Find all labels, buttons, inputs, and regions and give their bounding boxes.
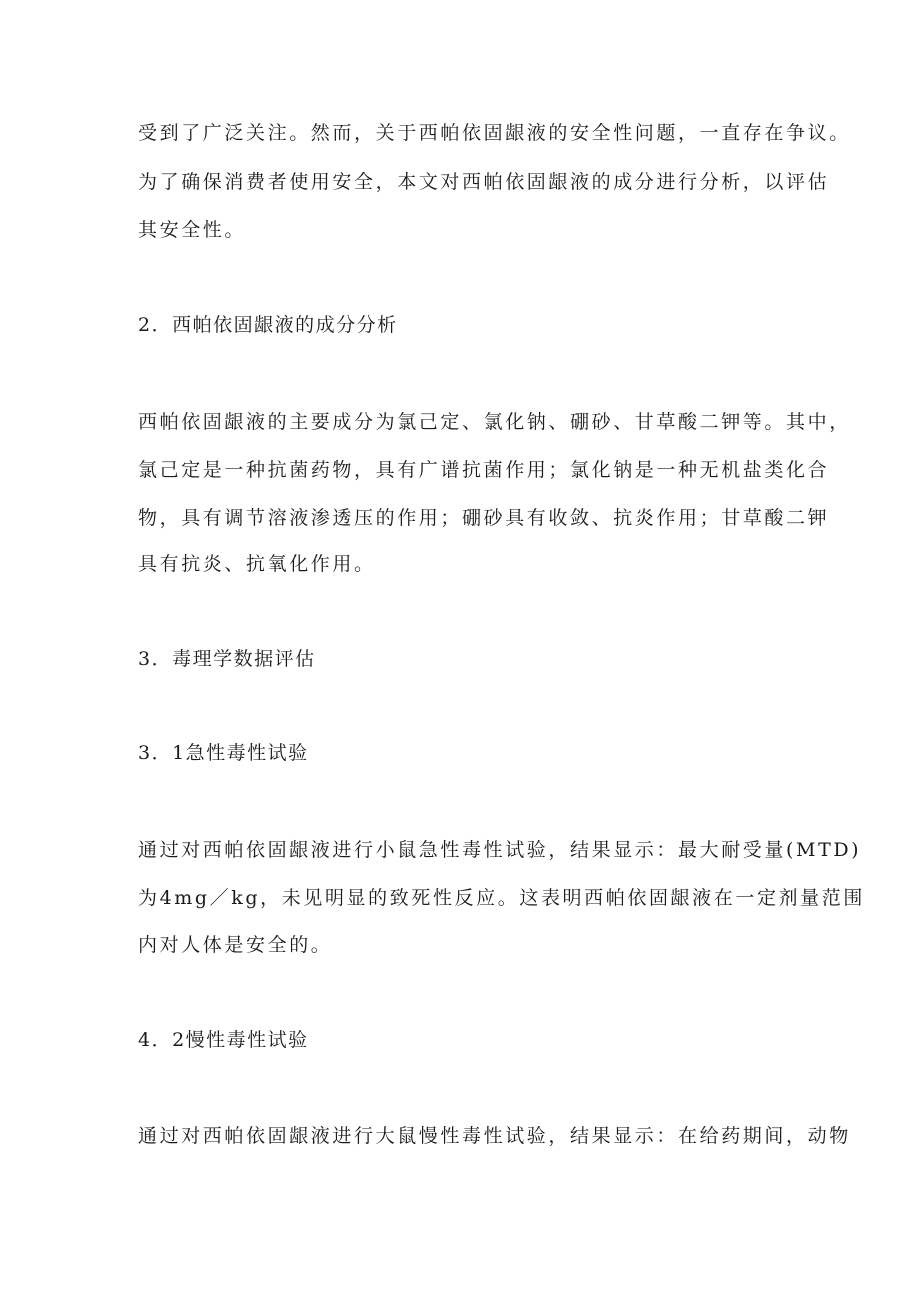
paragraph-line: 为了确保消费者使用安全，本文对西帕依固龈液的成分进行分析，以评估 xyxy=(138,171,830,193)
paragraph-line: 西帕依固龈液的主要成分为氯己定、氯化钠、硼砂、甘草酸二钾等。其中， xyxy=(138,411,851,433)
paragraph-line: 受到了广泛关注。然而，关于西帕依固龈液的安全性问题，一直存在争议。 xyxy=(138,122,851,144)
paragraph-line: 物，具有调节溶液渗透压的作用；硼砂具有收敛、抗炎作用；甘草酸二钾 xyxy=(138,507,830,529)
paragraph-line: 为4mg／kg，未见明显的致死性反应。这表明西帕依固龈液在一定剂量范围 xyxy=(138,887,865,909)
paragraph-line: 其安全性。 xyxy=(138,219,247,241)
paragraph-line: 具有抗炎、抗氧化作用。 xyxy=(138,553,376,575)
section-heading: 3．毒理学数据评估 xyxy=(138,648,316,670)
paragraph-line: 通过对西帕依固龈液进行小鼠急性毒性试验，结果显示：最大耐受量(MTD) xyxy=(138,839,862,861)
paragraph-line: 氯己定是一种抗菌药物，具有广谱抗菌作用；氯化钠是一种无机盐类化合 xyxy=(138,459,830,481)
paragraph-line: 通过对西帕依固龈液进行大鼠慢性毒性试验，结果显示：在给药期间，动物 xyxy=(138,1125,851,1147)
section-heading: 2．西帕依固龈液的成分分析 xyxy=(138,314,398,336)
paragraph-line: 内对人体是安全的。 xyxy=(138,934,333,956)
subsection-heading: 4．2慢性毒性试验 xyxy=(138,1029,309,1051)
subsection-heading: 3．1急性毒性试验 xyxy=(138,742,309,764)
